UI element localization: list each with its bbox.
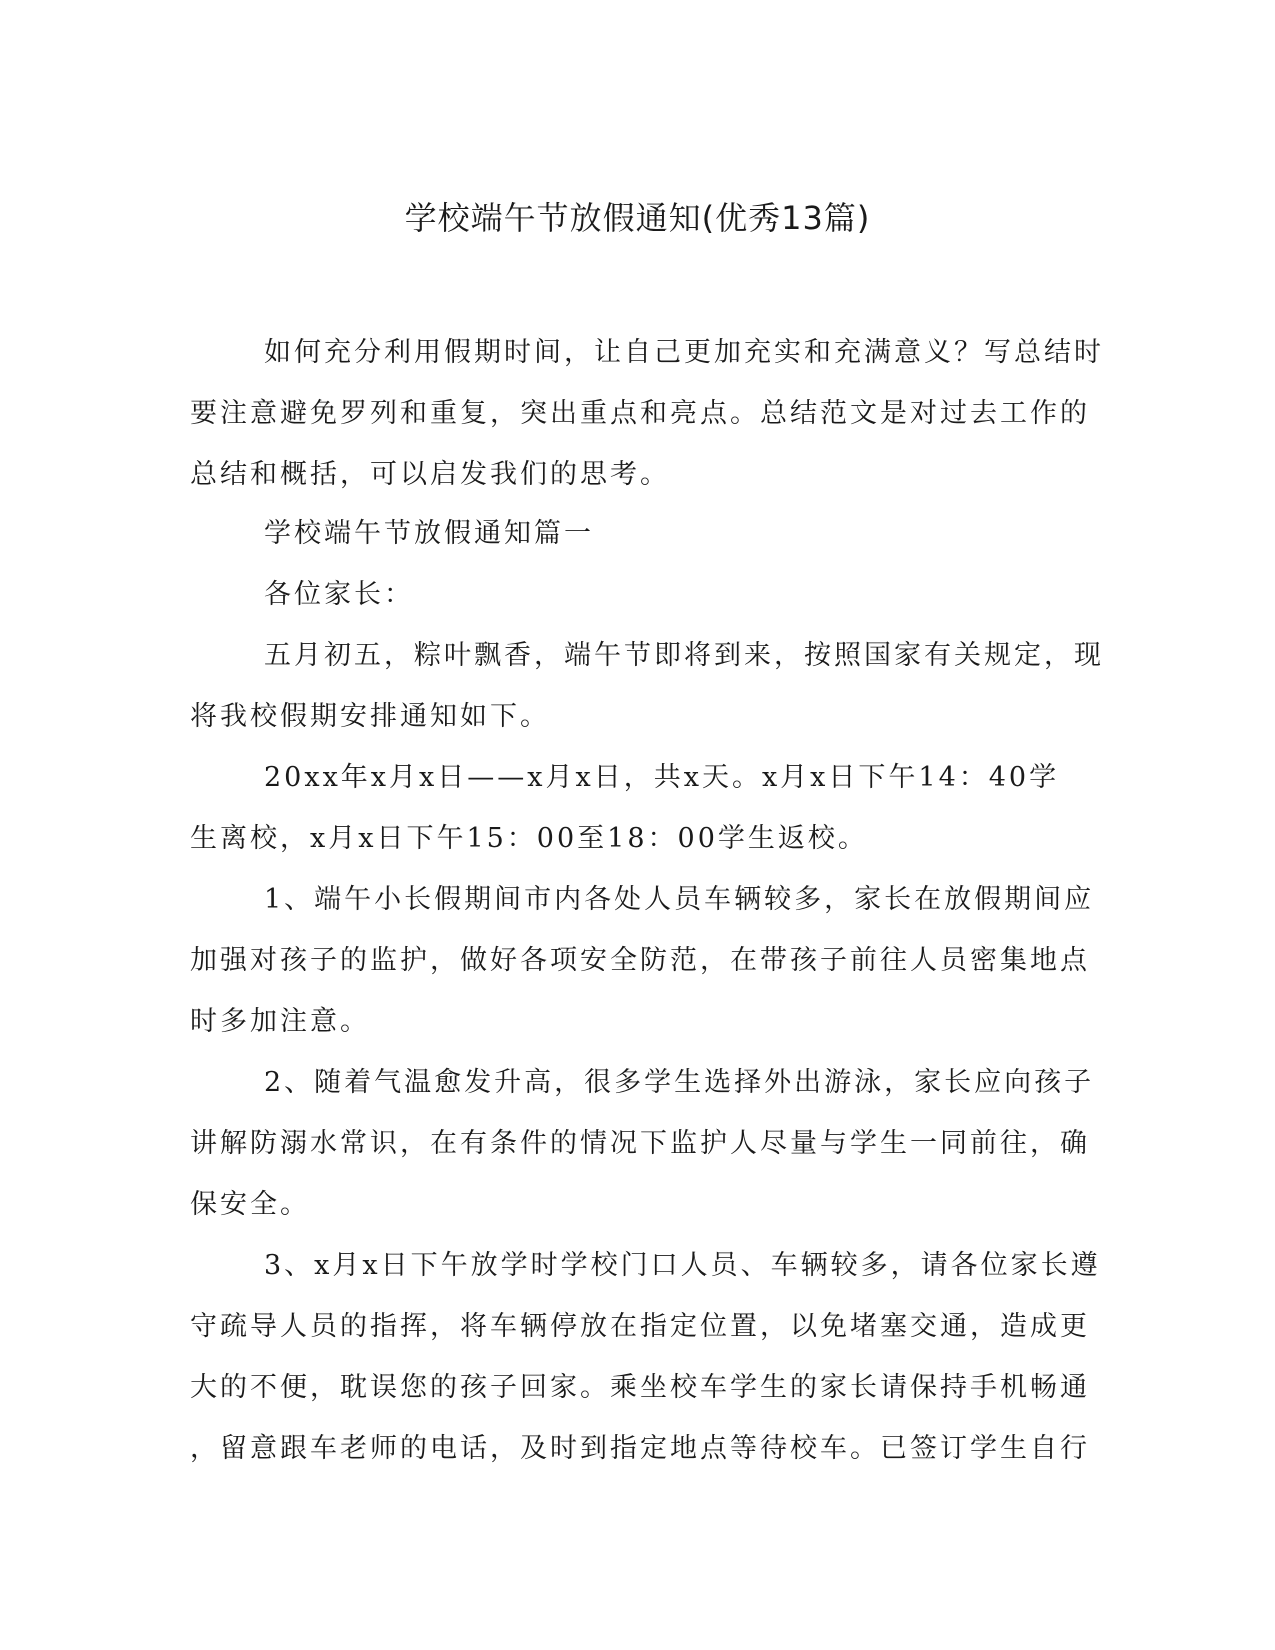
paragraph-line: 将我校假期安排通知如下。 <box>190 701 550 732</box>
paragraph-line: 总结和概括，可以启发我们的思考。 <box>190 459 670 490</box>
salutation <box>190 564 1080 625</box>
paragraph-line: 时多加注意。 <box>190 1006 370 1037</box>
paragraph-line: 2、随着气温愈发升高，很多学生选择外出游泳，家长应向孩子 <box>264 1067 1095 1098</box>
paragraph-line: 守疏导人员的指挥，将车辆停放在指定位置，以免堵塞交通，造成更 <box>190 1311 1090 1342</box>
paragraph-item-3 <box>190 1235 1101 1479</box>
paragraph-line: 1、端午小长假期间市内各处人员车辆较多，家长在放假期间应 <box>264 884 1095 915</box>
document-body <box>190 322 1104 1479</box>
paragraph-line: 3、x月x日下午放学时学校门口人员、车辆较多，请各位家长遵 <box>264 1250 1101 1281</box>
paragraph-line: 大的不便，耽误您的孩子回家。乘坐校车学生的家长请保持手机畅通 <box>190 1372 1090 1403</box>
paragraph-line: 要注意避免罗列和重复，突出重点和亮点。总结范文是对过去工作的 <box>190 398 1090 429</box>
paragraph-item-2 <box>190 1052 1095 1235</box>
paragraph-line: 20xx年x月x日——x月x日，共x天。x月x日下午14：40学 <box>264 762 1060 793</box>
paragraph-item-1 <box>190 869 1095 1052</box>
paragraph-line: 五月初五，粽叶飘香，端午节即将到来，按照国家有关规定，现 <box>264 640 1104 671</box>
paragraph-announcement <box>190 625 1104 747</box>
section-heading-text: 学校端午节放假通知篇一 <box>264 518 594 549</box>
section-heading <box>190 503 1080 564</box>
paragraph-intro <box>190 322 1104 505</box>
paragraph-schedule <box>190 747 1080 869</box>
paragraph-line: 保安全。 <box>190 1189 310 1220</box>
document-title: 学校端午节放假通知(优秀13篇) <box>404 199 871 237</box>
paragraph-line: 讲解防溺水常识，在有条件的情况下监护人尽量与学生一同前往，确 <box>190 1128 1090 1159</box>
paragraph-line: 生离校，x月x日下午15：00至18：00学生返校。 <box>190 823 868 854</box>
paragraph-line: 加强对孩子的监护，做好各项安全防范，在带孩子前往人员密集地点 <box>190 945 1090 976</box>
paragraph-line: ，留意跟车老师的电话，及时到指定地点等待校车。已签订学生自行 <box>190 1433 1090 1464</box>
paragraph-line: 如何充分利用假期时间，让自己更加充实和充满意义？写总结时 <box>264 337 1104 368</box>
salutation-text: 各位家长： <box>264 579 414 610</box>
